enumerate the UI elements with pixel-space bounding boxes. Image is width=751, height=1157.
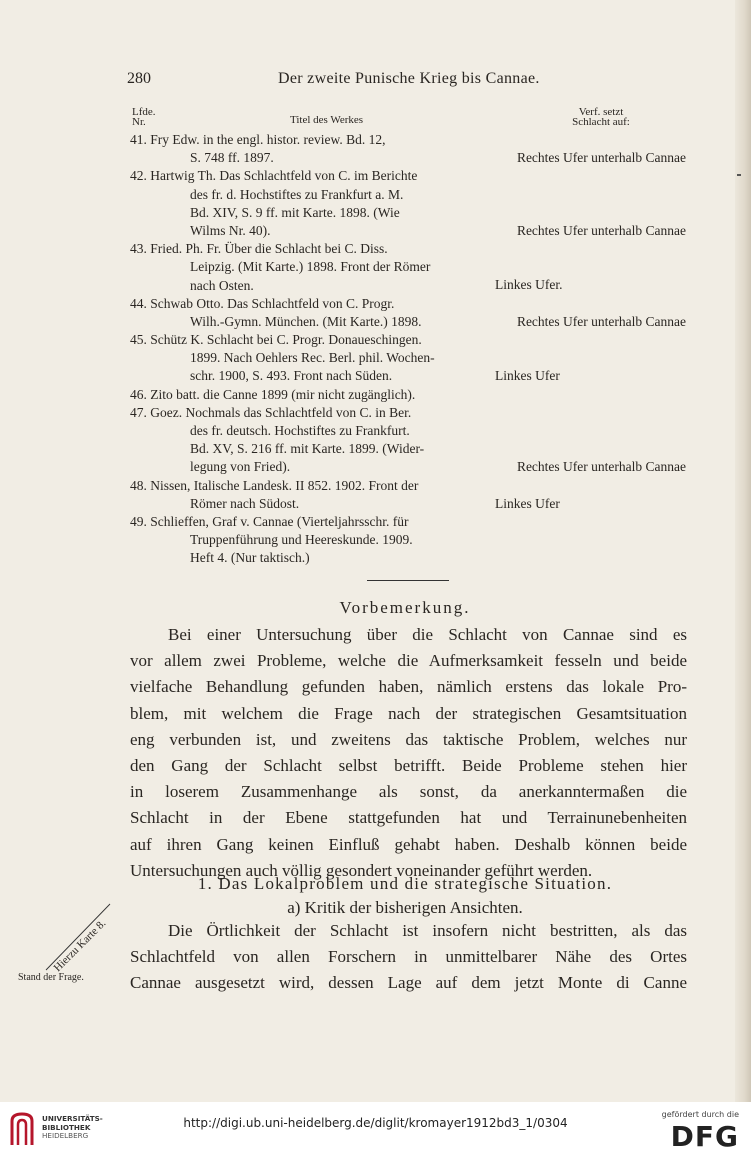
column-verf: Verf. setzt Schlacht auf: (572, 106, 630, 128)
entry-line: 47. Goez. Nochmals das Schlachtfeld von C. in Ber. (130, 404, 412, 420)
list-item (120, 131, 690, 167)
permalink[interactable]: http://digi.ub.uni-heidelberg.de/diglit/kromayer1912bd3_1/0304 (183, 1116, 568, 1130)
running-header (120, 70, 685, 92)
entry-position: Linkes Ufer (495, 368, 560, 384)
entry-line: 43. Fried. Ph. Fr. Über die Schlacht bei C. Diss. (130, 241, 388, 257)
entry-line: Wilms Nr. 40). (190, 222, 271, 238)
entry-position: Linkes Ufer (495, 495, 560, 511)
text-line: Untersuchungen auch völlig gesondert voneinander geführt werden. (130, 860, 593, 880)
list-item (120, 404, 690, 477)
list-item (120, 386, 690, 404)
entry-line: nach Osten. (190, 277, 254, 293)
entry-line: 49. Schlieffen, Graf v. Cannae (Vierteljahrsschr. für (130, 513, 409, 529)
text-line: Schlachtfeld von allen Forschern in unmittelbarer Nähe des Ortes (130, 947, 687, 967)
entry-line: des fr. d. Hochstiftes zu Frankfurt a. M. (190, 186, 404, 202)
list-item (120, 167, 690, 240)
list-item (120, 240, 690, 295)
entry-line: S. 748 ff. 1897. (190, 150, 274, 166)
entry-line: 45. Schütz K. Schlacht bei C. Progr. Donaueschingen. (130, 332, 422, 348)
margin-note (44, 896, 124, 976)
entry-line: des fr. deutsch. Hochstiftes zu Frankfurt. (190, 423, 410, 438)
entry-line: Bd. XV, S. 216 ff. mit Karte. 1899. (Wider- (190, 441, 425, 457)
divider (367, 580, 449, 581)
list-item (120, 477, 690, 513)
entry-line: 1899. Nach Oehlers Rec. Berl. phil. Wochen- (190, 350, 435, 366)
list-item (120, 513, 690, 568)
list-item (120, 295, 690, 331)
entry-line: Bd. XIV, S. 9 ff. mit Karte. 1898. (Wie (190, 204, 400, 220)
vorbemerkung-title: Vorbemerkung. (339, 598, 471, 617)
entry-line: 41. Fry Edw. in the engl. histor. review. Bd. 12, (130, 132, 386, 147)
page-edge (735, 0, 751, 1102)
text-line: Schlacht in der Ebene stattgefunden hat und Terrainunebenheiten (130, 808, 687, 828)
entry-position: Rechtes Ufer unterhalb Cannae (516, 150, 686, 166)
edge-mark (737, 174, 741, 176)
section-subtitle: a) Kritik der bisherigen Ansichten. (287, 898, 523, 917)
entry-line: Heft 4. (Nur taktisch.) (190, 550, 310, 566)
library-name: UNIVERSITÄTS- BIBLIOTHEK HEIDELBERG (42, 1114, 103, 1141)
entry-line: Truppenführung und Heereskunde. 1909. (190, 532, 413, 548)
bibliography-list (120, 131, 690, 568)
entry-line: schr. 1900, S. 493. Front nach Süden. (190, 368, 393, 384)
footer-bar (0, 1102, 751, 1157)
text-line: eng verbunden ist, und zweitens das taktische Problem, welches nur (130, 729, 687, 749)
margin-stand: Stand der Frage. (18, 972, 84, 983)
text-line: blem, mit welchem die Frage nach der strategischen Gesamtsituation (130, 703, 687, 723)
text-line: auf ihren Gang keinen Einfluß gehabt haben. Deshalb können beide (130, 834, 687, 854)
running-title: Der zweite Punische Krieg bis Cannae. (278, 70, 540, 87)
entry-position: Rechtes Ufer unterhalb Cannae (516, 313, 686, 329)
dfg-logo: DFG (670, 1120, 739, 1153)
column-title: Titel des Werkes (290, 114, 364, 126)
text-line: Die Örtlichkeit der Schlacht ist insofern nicht bestritten, als das (168, 921, 687, 940)
entry-line: legung von Fried). (190, 459, 291, 475)
entry-line: Wilh.-Gymn. München. (Mit Karte.) 1898. (190, 313, 422, 329)
entry-position: Linkes Ufer. (495, 277, 563, 293)
entry-line: 42. Hartwig Th. Das Schlachtfeld von C. im Berichte (130, 168, 418, 184)
entry-line: 44. Schwab Otto. Das Schlachtfeld von C. Progr. (130, 295, 395, 311)
text-line: den Gang der Schlacht selbst betrifft. Beide Probleme stehen hier (130, 755, 687, 775)
page-number: 280 (127, 70, 151, 87)
section-title: 1. Das Lokalproblem und die strategische Situation. (197, 874, 613, 893)
entry-line: 46. Zito batt. die Canne 1899 (mir nicht zugänglich). (130, 386, 416, 402)
column-lfde: Lfde. Nr. (132, 106, 156, 128)
entry-line: 48. Nissen, Italische Landesk. II 852. 1902. Front der (130, 477, 419, 493)
vorbemerkung-paragraph (130, 622, 687, 884)
margin-note-text: Hierzu Karte 8. (51, 917, 109, 975)
entry-line: Römer nach Südost. (190, 495, 300, 511)
section-paragraph (130, 918, 687, 997)
text-line: vor allem zwei Probleme, welche die Aufmerksamkeit fesseln und beide (130, 651, 687, 671)
text-line: Bei einer Untersuchung über die Schlacht von Cannae sind es (168, 625, 687, 644)
entry-position: Rechtes Ufer unterhalb Cannae (516, 222, 686, 238)
text-line: in loserem Zusammenhange als sonst, da anerkanntermaßen die (130, 782, 687, 802)
text-line: Cannae ausgesetzt wird, dessen Lage auf dem jetzt Monte di Canne (130, 973, 687, 993)
entry-position: Rechtes Ufer unterhalb Cannae (516, 459, 686, 475)
text-line: vielfache Behandlung gefunden haben, nämlich erstens das lokale Pro- (130, 677, 687, 697)
list-item (120, 331, 690, 386)
funded-by-label: gefördert durch die (661, 1110, 739, 1119)
entry-line: Leipzig. (Mit Karte.) 1898. Front der Römer (190, 259, 431, 275)
